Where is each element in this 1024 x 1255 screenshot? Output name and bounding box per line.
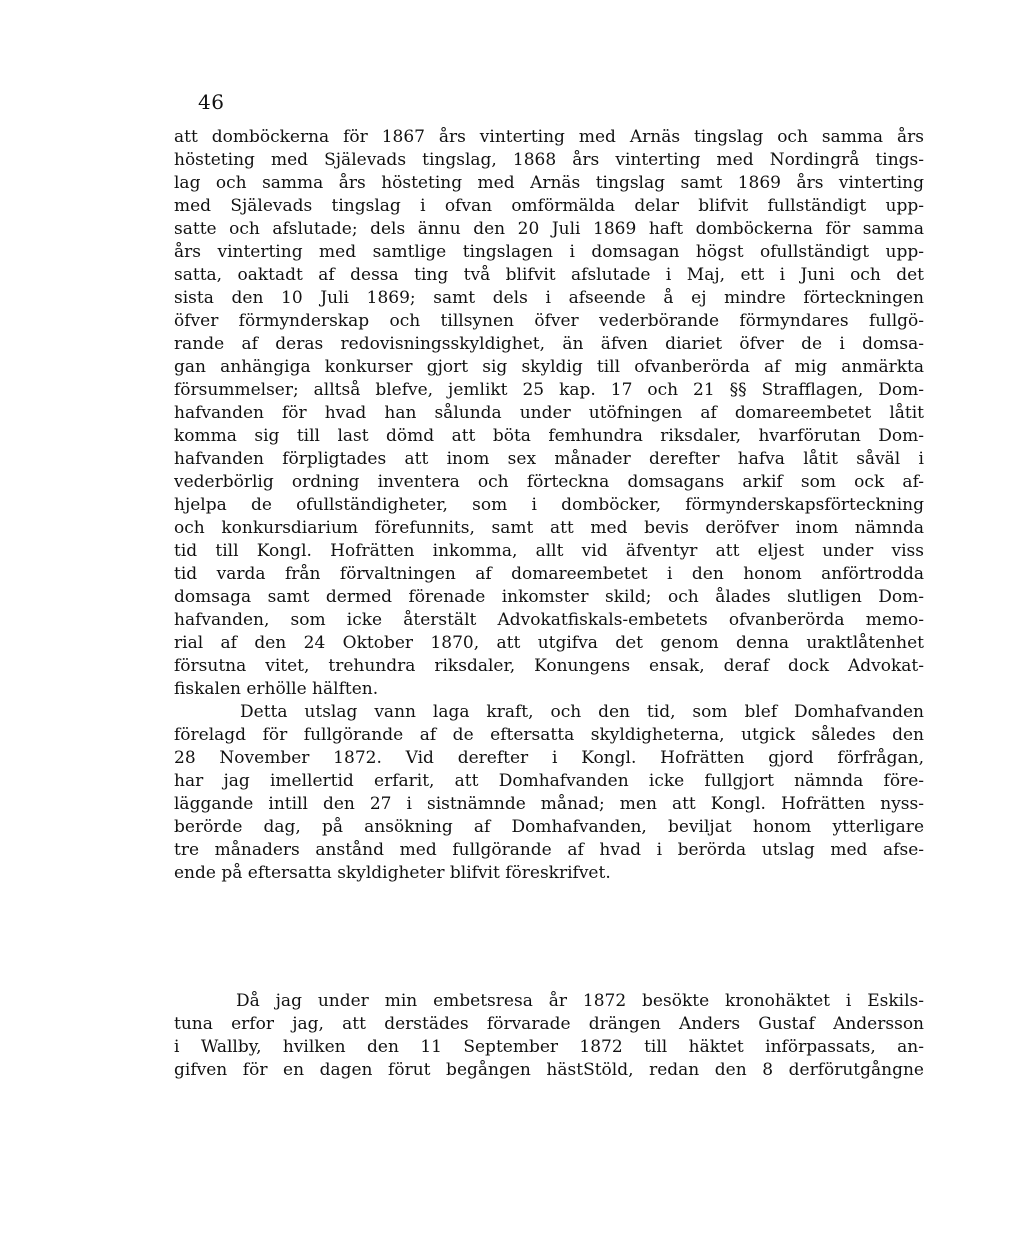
text-line: hjelpa de ofullständigheter, som i domböcker, förmynderskapsförteckning — [174, 495, 924, 515]
text-line: rial af den 24 Oktober 1870, att utgifva det genom denna uraktlåtenhet — [174, 633, 924, 653]
text-block-main — [174, 126, 924, 885]
text-line: sista den 10 Juli 1869; samt dels i afseende å ej mindre förteckningen — [174, 288, 924, 308]
text-line: vederbörlig ordning inventera och förteckna domsagans arkif som ock af- — [174, 472, 924, 492]
paragraph-verdict — [174, 126, 924, 701]
page-number: 46 — [198, 90, 225, 114]
text-line: Detta utslag vann laga kraft, och den tid, som blef Domhafvanden — [240, 702, 924, 722]
text-line: har jag imellertid erfarit, att Domhafvanden icke fullgjort nämnda före- — [174, 771, 924, 791]
text-line: förelagd för fullgörande af de eftersatta skyldigheterna, utgick således den — [174, 725, 924, 745]
text-line: satte och afslutade; dels ännu den 20 Juli 1869 haft domböckerna för samma — [174, 219, 924, 239]
text-line: öfver förmynderskap och tillsynen öfver vederbörande förmyndares fullgö- — [174, 311, 924, 331]
text-line: Då jag under min embetsresa år 1872 besökte kronohäktet i Eskils- — [236, 991, 924, 1011]
text-line: att domböckerna för 1867 års vinterting med Arnäs tingslag och samma års — [174, 127, 924, 147]
text-line: komma sig till last dömd att böta femhundra riksdaler, hvarförutan Dom- — [174, 426, 924, 446]
text-line: hafvanden förpligtades att inom sex månader derefter hafva låtit såväl i — [174, 449, 924, 469]
text-line: i Wallby, hvilken den 11 September 1872 till häktet införpassats, an- — [174, 1037, 924, 1057]
paragraph-follow-up — [174, 701, 924, 885]
text-line: försutna vitet, trehundra riksdaler, Konungens ensak, deraf dock Advokat- — [174, 656, 924, 676]
text-line: tre månaders anstånd med fullgörande af hvad i berörda utslag med afse- — [174, 840, 924, 860]
text-line: hösteting med Själevads tingslag, 1868 års vinterting med Nordingrå tings- — [174, 150, 924, 170]
text-line: rande af deras redovisningsskyldighet, än äfven diariet öfver de i domsa- — [174, 334, 924, 354]
paragraph-eskilstuna — [174, 990, 924, 1082]
text-line: läggande intill den 27 i sistnämnde månad; men att Kongl. Hofrätten nyss- — [174, 794, 924, 814]
text-line: lag och samma års hösteting med Arnäs tingslag samt 1869 års vinterting — [174, 173, 924, 193]
text-line: och konkursdiarium förefunnits, samt att med bevis deröfver inom nämnda — [174, 518, 924, 538]
text-line: satta, oaktadt af dessa ting två blifvit afslutade i Maj, ett i Juni och det — [174, 265, 924, 285]
text-line: års vinterting med samtlige tingslagen i domsagan högst ofullständigt upp- — [174, 242, 924, 262]
text-line: 28 November 1872. Vid derefter i Kongl. Hofrätten gjord förfrågan, — [174, 748, 924, 768]
text-line: tid till Kongl. Hofrätten inkomma, allt vid äfventyr att eljest under viss — [174, 541, 924, 561]
text-line: med Själevads tingslag i ofvan omförmälda delar blifvit fullständigt upp- — [174, 196, 924, 216]
text-line: gan anhängiga konkurser gjort sig skyldig till ofvanberörda af mig anmärkta — [174, 357, 924, 377]
text-line: hafvanden, som icke återstält Advokatfiskals-embetets ofvanberörda memo- — [174, 610, 924, 630]
text-line: domsaga samt dermed förenade inkomster skild; och ålades slutligen Dom- — [174, 587, 924, 607]
text-line: tuna erfor jag, att derstädes förvarade drängen Anders Gustaf Andersson — [174, 1014, 924, 1034]
text-line: ende på eftersatta skyldigheter blifvit föreskrifvet. — [174, 863, 611, 883]
text-line: fiskalen erhölle hälften. — [174, 679, 379, 699]
text-line: försummelser; alltså blefve, jemlikt 25 kap. 17 och 21 §§ Strafflagen, Dom- — [174, 380, 924, 400]
text-line: tid varda från förvaltningen af domareembetet i den honom anförtrodda — [174, 564, 924, 584]
text-line: gifven för en dagen förut begången hästStöld, redan den 8 derförutgångne — [174, 1060, 924, 1080]
text-line: berörde dag, på ansökning af Domhafvanden, beviljat honom ytterligare — [174, 817, 924, 837]
text-block-new-section — [174, 990, 924, 1082]
text-line: hafvanden för hvad han sålunda under utöfningen af domareembetet låtit — [174, 403, 924, 423]
